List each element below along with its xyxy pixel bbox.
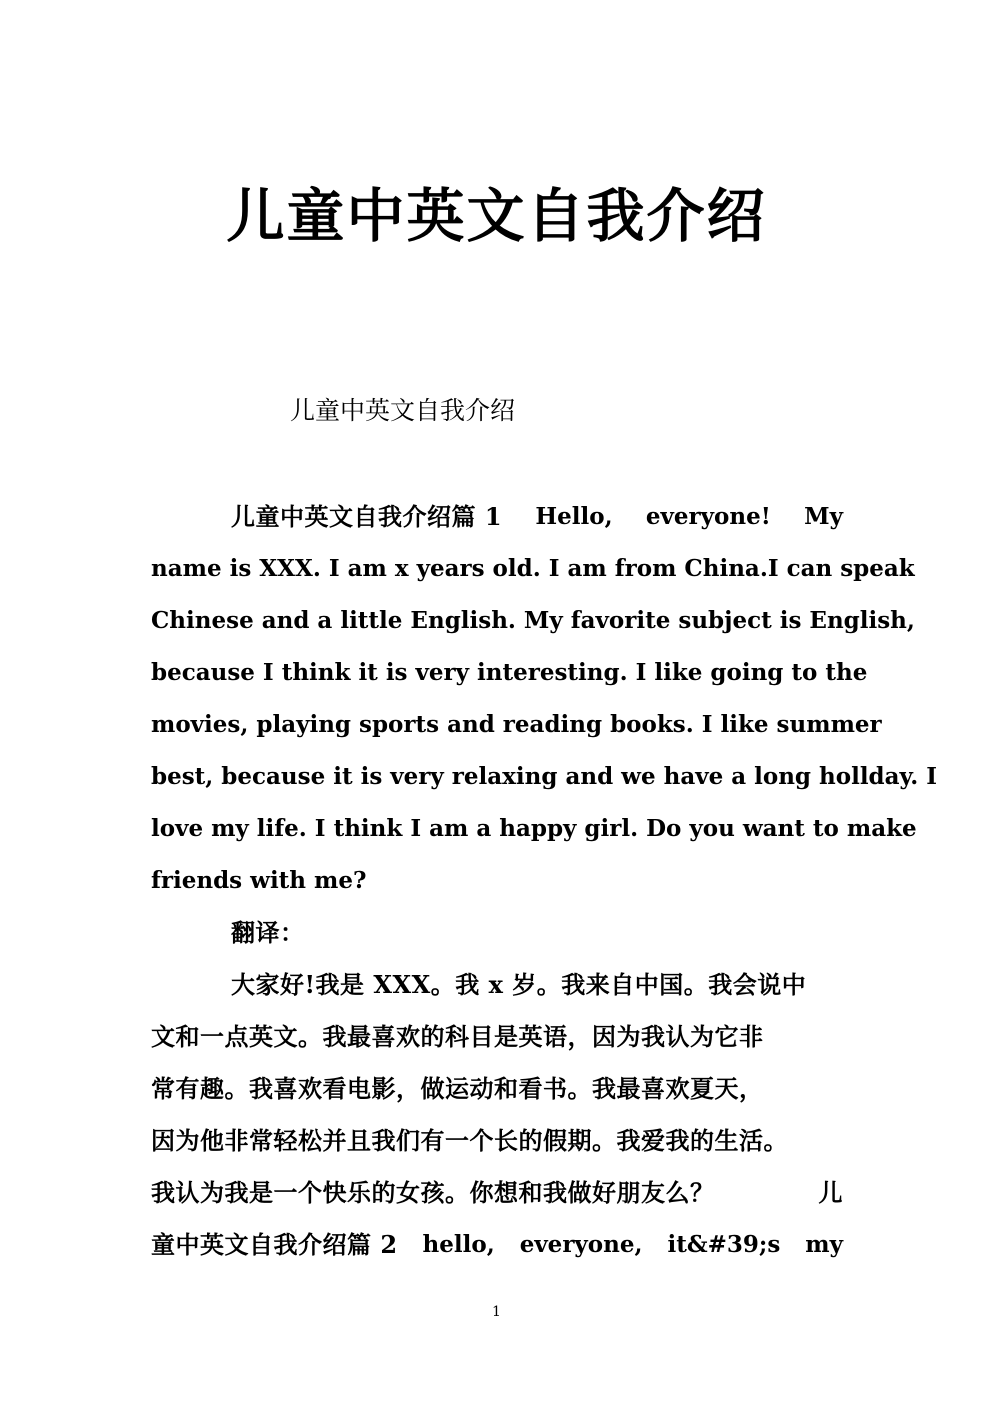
translation-text: 我认为我是一个快乐的女孩。你想和我做好朋友么？: [151, 1178, 715, 1207]
english-line-6: best, because it is very relaxing and we have a long hollday. I: [151, 763, 938, 790]
english-line-2: name is XXX. I am x years old. I am from China.I can speak: [151, 555, 915, 582]
english-line-7: love my life. I think I am a happy girl. Do you want to make: [151, 815, 917, 842]
section-heading-1: 儿童中英文自我介绍篇 1: [231, 502, 503, 531]
word: My: [804, 503, 843, 530]
translation-label: 翻译：: [231, 918, 305, 947]
translation-line-6: [151, 1228, 843, 1262]
section-heading-2: 童中英文自我介绍篇 2: [151, 1230, 398, 1259]
word: it&#39;s: [667, 1231, 781, 1258]
word: everyone,: [519, 1231, 643, 1258]
translation-text: 儿: [818, 1178, 843, 1207]
word: hello,: [422, 1231, 495, 1258]
english-line-3: Chinese and a little English. My favorite subject is English,: [151, 607, 915, 634]
english-line-1: [231, 500, 843, 534]
page-title: 儿童中英文自我介绍: [226, 182, 767, 250]
translation-line-2: 文和一点英文。我最喜欢的科目是英语，因为我认为它非: [151, 1022, 764, 1051]
page-number: 1: [492, 1304, 501, 1320]
translation-line-4: 因为他非常轻松并且我们有一个长的假期。我爱我的生活。: [151, 1126, 788, 1155]
translation-line-3: 常有趣。我喜欢看电影，做运动和看书。我最喜欢夏天，: [151, 1074, 764, 1103]
word: Hello,: [535, 503, 613, 530]
translation-line-5: [151, 1176, 843, 1210]
translation-line-1: 大家好!我是 XXX。我 x 岁。我来自中国。我会说中: [231, 970, 807, 999]
word: everyone!: [645, 503, 771, 530]
subtitle: 儿童中英文自我介绍: [290, 396, 516, 425]
english-line-4: because I think it is very interesting. I like going to the: [151, 659, 868, 686]
english-line-5: movies, playing sports and reading books. I like summer: [151, 711, 882, 738]
word: my: [805, 1231, 843, 1258]
english-line-8: friends with me?: [151, 867, 367, 894]
